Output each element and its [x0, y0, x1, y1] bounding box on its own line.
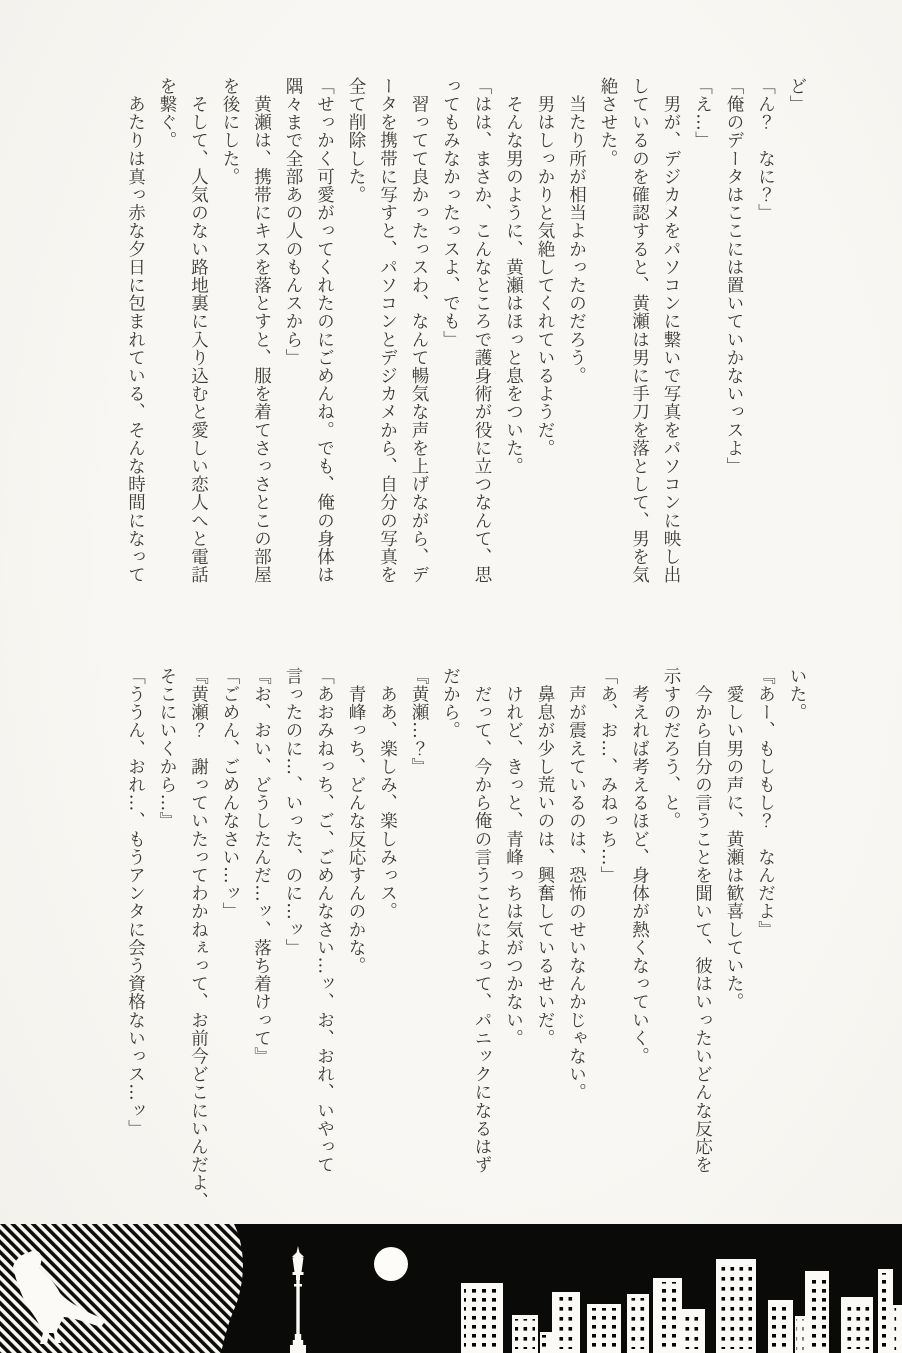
text-column: 男はしっかりと気絶してくれているようだ。 [535, 77, 555, 458]
text-column: 黄瀬は、携帯にキスを落とすと、服を着てさっさとこの部屋 [251, 77, 272, 584]
text-column: 声が震えているのは、恐怖のせいなんかじゃない。 [566, 667, 587, 1102]
building [893, 1305, 902, 1353]
text-column: いた。 [787, 667, 807, 722]
text-column: 「ん？ なに？」 [755, 77, 776, 222]
text-column: 全て削除した。 [346, 77, 366, 204]
text-column: 『黄瀬…？』 [409, 667, 429, 776]
text-column: あたりは真っ赤な夕日に包まれている、そんな時間になって [125, 77, 146, 584]
building [461, 1283, 503, 1353]
text-column: けれど、きっと、青峰っちは気がつかない。 [503, 667, 524, 1048]
text-column: 今から自分の言うことを聞いて、彼はいったいどんな反応を [692, 667, 713, 1174]
text-column: ああ、楽しみ、楽しみっス。 [377, 667, 398, 921]
text-column: だって、今から俺の言うことによって、パニックになるはず [472, 667, 492, 1174]
text-column: そして、人気のない路地裏に入り込むと愛しい恋人へと電話 [188, 77, 209, 584]
text-column: 「ごめん、ごめんなさい…ッ」 [220, 667, 240, 921]
text-column: 「はは、まさか、こんなところで護身術が役に立つなんて、思 [472, 77, 492, 584]
text-column: 男が、デジカメをパソコンに繋いで写真をパソコンに映し出 [661, 77, 681, 584]
text-column: 言ったのに…、いった、のに…ッ」 [283, 667, 303, 957]
text-column: 「あ、お…、みねっち…」 [598, 667, 618, 885]
text-column: だから。 [440, 667, 461, 740]
building [768, 1300, 793, 1353]
text-column: 習ってて良かったっスわ、なんて暢気な声を上げながら、デ [409, 77, 429, 584]
text-block-lower [119, 667, 812, 1210]
text-column: 示すのだろう、と。 [661, 667, 681, 830]
text-column: 考えれば考えるほど、身体が熱くなっていく。 [629, 667, 650, 1066]
text-column: を後にした。 [220, 77, 240, 186]
building [841, 1297, 873, 1353]
text-column: 隅々まで全部あの人のもんスから」 [283, 77, 303, 367]
building [552, 1292, 580, 1353]
text-column: 「あおみねっち、ご、ごめんなさい…ッ、お、おれ、いやって [314, 667, 335, 1174]
text-block-upper [119, 77, 812, 584]
text-column: 『お、おい、どうしたんだ…ッ、落ち着けって』 [251, 667, 272, 1066]
building [627, 1294, 649, 1353]
full-moon-icon [374, 1247, 408, 1281]
footer-illustration [0, 1224, 902, 1353]
text-column: を繋ぐ。 [157, 77, 177, 150]
building [795, 1316, 805, 1353]
building [540, 1332, 552, 1353]
text-column: 鼻息が少し荒いのは、興奮しているせいだ。 [535, 667, 555, 1048]
text-column: ど」 [787, 77, 807, 114]
building [878, 1269, 893, 1353]
text-column: 「俺のデータはここには置いていかないっスよ」 [724, 77, 744, 476]
text-column: 『あー、もしもし？ なんだよ』 [755, 667, 776, 939]
text-column: そこにいくから…』 [157, 667, 177, 830]
text-column: 『黄瀬？ 謝っていたってわかねぇって、お前今どこにいんだよ、 [188, 667, 209, 1210]
text-column: 「え…」 [692, 77, 713, 150]
building [716, 1259, 756, 1353]
text-column: 絶させた。 [598, 77, 618, 168]
text-column: 「せっかく可愛がってくれたのにごめんね。でも、俺の身体は [314, 77, 335, 584]
text-column: しているのを確認すると、黄瀬は男に手刀を落として、男を気 [629, 77, 650, 584]
building [512, 1315, 538, 1353]
building [805, 1271, 829, 1353]
text-column: 「ううん、おれ…、もうアンタに会う資格ないっス…ッ」 [125, 667, 146, 1138]
building [587, 1304, 621, 1353]
text-column: 当たり所が相当よかったのだろう。 [566, 77, 587, 385]
text-column: ってもみなかったっスよ、でも」 [440, 77, 461, 349]
text-column: 愛しい男の声に、黄瀬は歓喜していた。 [724, 667, 744, 1011]
text-column: そんな男のように、黄瀬はほっと息をついた。 [503, 77, 524, 476]
text-column: ータを携帯に写すと、パソコンとデジカメから、自分の写真を [377, 77, 398, 584]
text-column: 青峰っち、どんな反応すんのかな。 [346, 667, 366, 975]
